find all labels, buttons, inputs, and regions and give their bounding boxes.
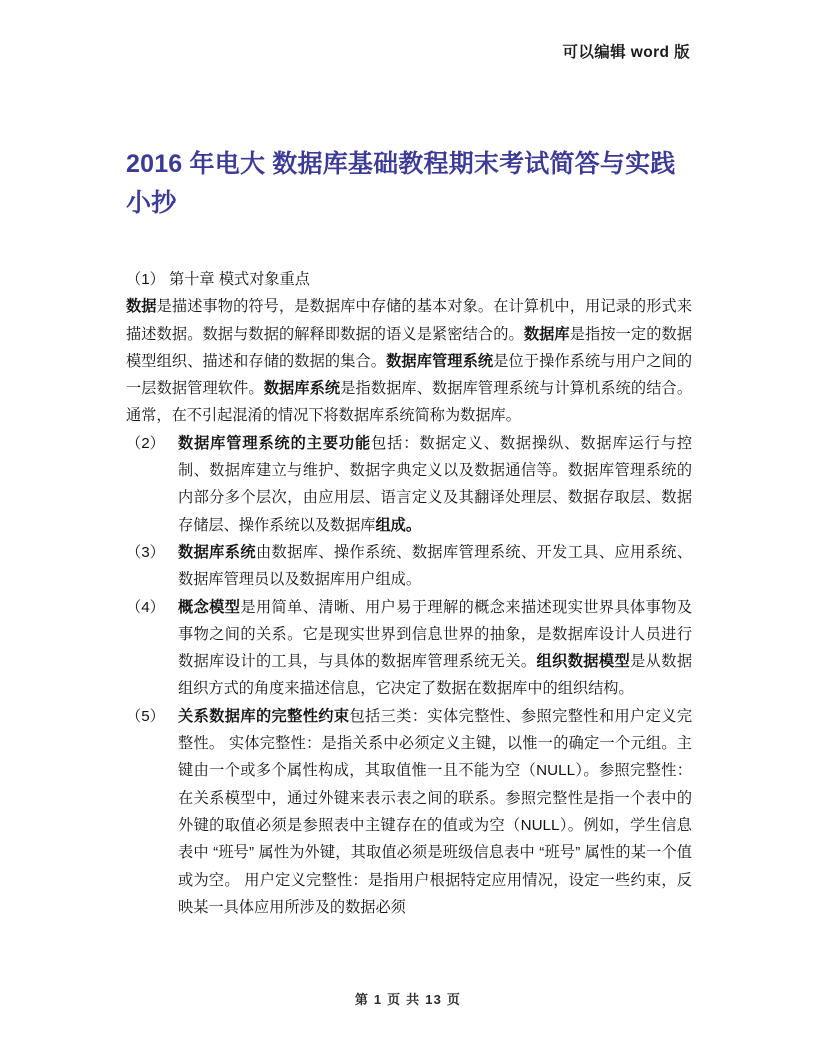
- list-item: [126, 539, 692, 594]
- emphasis-term: 数据库管理系统的主要功能: [178, 434, 372, 452]
- body-text: 是用简单、清晰、用户易于理解的概念来描述现实世界具体事物及事物之间的关系。它是现实世界到信息世界的抽象，是数据库设计人员进行数据库设计的工具，与具体的数据库管理系统无关。: [178, 598, 693, 671]
- emphasis-term: 关系数据库的完整性约束: [178, 707, 350, 725]
- body-text: 是从数据组织方式的角度来描述信息，它决定了数据在数据库中的组织结构。: [178, 653, 693, 698]
- page-footer: 第 1 页 共 13 页: [354, 992, 462, 1007]
- list-item-marker: （1）: [126, 271, 165, 288]
- list-item: [126, 266, 692, 430]
- list-item: [126, 594, 692, 703]
- emphasis-term: 数据库管理系统: [386, 352, 494, 370]
- body-text: 由数据库、操作系统、数据库管理系统、开发工具、应用系统、数据库管理员以及数据库用户组成。: [178, 543, 693, 589]
- emphasis-term: 数据库: [523, 325, 570, 343]
- document-title: 2016 年电大 数据库基础教程期末考试简答与实践小抄: [126, 149, 676, 218]
- emphasis-term: 数据库系统: [263, 380, 341, 398]
- emphasis-term: 数据库系统: [178, 543, 256, 561]
- list-item-body: [178, 539, 692, 594]
- emphasis-term: 组织数据模型: [536, 653, 631, 671]
- body-text: 是指数据库、数据库管理系统与计算机系统的结合。通常，在不引起混淆的情况下将数据库系统简称为数据库。: [126, 380, 693, 425]
- list-item-marker: （2）: [126, 434, 165, 452]
- emphasis-term: 概念模型: [178, 598, 241, 616]
- list-item-body: [178, 430, 692, 539]
- list-item: [126, 703, 692, 921]
- body-text: 包括：数据定义、数据操纵、数据库运行与控制、数据库建立与维护、数据字典定义以及数据通信等。数据库管理系统的内部分多个层次，由应用层、语言定义及其翻译处理层、数据存取层、数据存储层、操作系统以及数据库: [178, 434, 693, 534]
- list-item-body: [178, 594, 692, 703]
- list-item-heading-text: 第十章 模式对象重点: [164, 271, 310, 288]
- body-text: 是描述事物的符号，是数据库中存储的基本对象。在计算机中，用记录的形式来描述数据。数据与数据的解释即数据的语义是紧密结合的。: [126, 298, 693, 343]
- body-text: 是指按一定的数据模型组织、描述和存储的数据的集合。: [126, 325, 693, 370]
- list-item-marker: （4）: [126, 598, 165, 616]
- body-text: 包括三类：实体完整性、参照完整性和用户定义完整性。 实体完整性：是指关系中必须定义主键，以惟一的确定一个元组。主键由一个或多个属性构成，其取值惟一且不能为空（NULL）。参照完整性：在关系模型中，通过外键来表示表之间的联系。参照完整性是指一个表中的外键的取值必须是参照表中主键存在的值或为空（NULL）。例如，学生信息表中 “班号” 属性为外键，其取值必须是班级信息表中 “班号” 属性的某一个值或为空。 用户定义完整性：是指用户根据特定应用情况，设定一些约束，反映某一具体应用所涉及的数据必须: [178, 707, 693, 916]
- list-item-heading: [126, 266, 692, 293]
- list-item-marker: （3）: [126, 543, 165, 561]
- emphasis-term: 数据: [126, 298, 157, 316]
- page-header-note: 可以编辑 word 版: [562, 44, 690, 61]
- list-item-marker: （5）: [126, 707, 165, 725]
- body-text: 是位于操作系统与用户之间的一层数据管理软件。: [126, 352, 693, 398]
- list-item-body: [178, 703, 692, 921]
- list-item-body: [126, 293, 692, 429]
- emphasis-term: 组成。: [375, 516, 421, 534]
- list-item: [126, 430, 692, 539]
- numbered-item-list: [126, 266, 692, 921]
- document-body: [126, 266, 692, 921]
